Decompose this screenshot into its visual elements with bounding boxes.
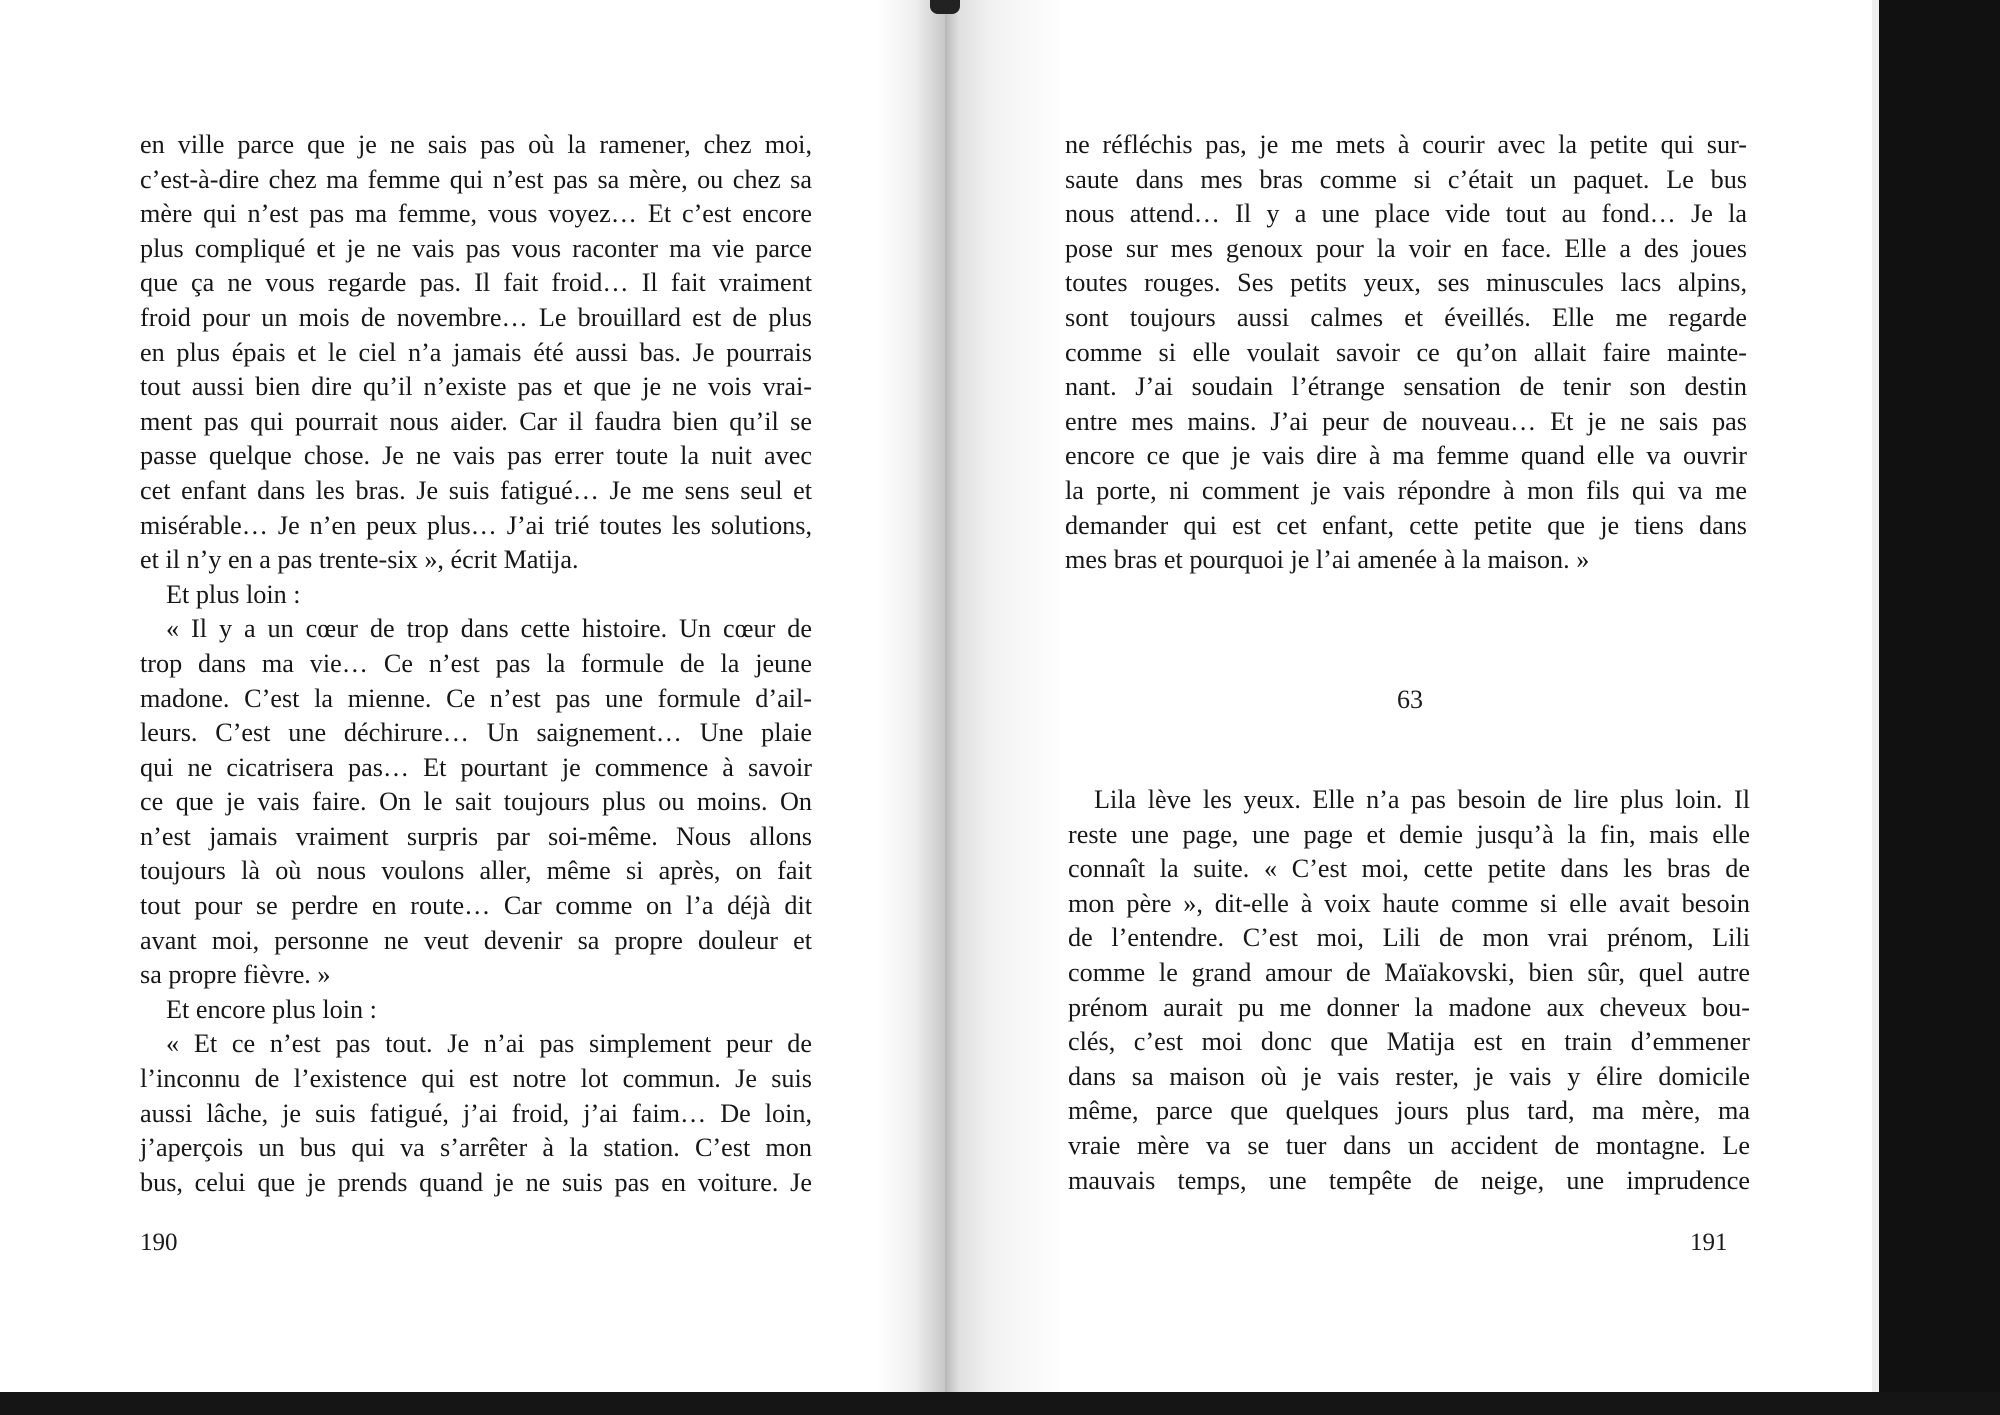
text-line: avant moi, personne ne veut devenir sa propre douleur et: [140, 925, 812, 955]
text-line: demander qui est cet enfant, cette petite que je tiens dans: [1065, 510, 1747, 540]
text-line: qui ne cicatrisera pas… Et pourtant je commence à savoir: [140, 752, 812, 782]
page-number-right: 191: [1690, 1229, 1728, 1256]
text-line: clés, c’est moi donc que Matija est en train d’emmener: [1068, 1027, 1750, 1057]
text-line: Et encore plus loin :: [166, 994, 377, 1024]
text-line: saute dans mes bras comme si c’était un paquet. Le bus: [1065, 164, 1747, 194]
text-line: toujours là où nous voulons aller, même si après, on fait: [140, 856, 812, 886]
text-line: aussi lâche, je suis fatigué, j’ai froid, j’ai faim… De loin,: [140, 1098, 812, 1128]
text-line: mes bras et pourquoi je l’ai amenée à la maison. »: [1065, 545, 1590, 575]
text-line: nant. J’ai soudain l’étrange sensation de tenir son destin: [1065, 372, 1747, 402]
text-line: c’est-à-dire chez ma femme qui n’est pas sa mère, ou chez sa: [140, 164, 812, 194]
gutter-shadow-left: [875, 0, 945, 1392]
left-page: [0, 0, 945, 1392]
text-line: reste une page, une page et demie jusqu’à la fin, mais elle: [1068, 819, 1750, 849]
text-line: « Et ce n’est pas tout. Je n’ai pas simplement peur de: [166, 1029, 812, 1059]
text-line: l’inconnu de l’existence qui est notre lot commun. Je suis: [140, 1064, 812, 1094]
text-line: dans sa maison où je vais rester, je vais y élire domicile: [1068, 1061, 1750, 1091]
text-line: tout pour se perdre en route… Car comme on l’a déjà dit: [140, 891, 812, 921]
text-line: ne réfléchis pas, je me mets à courir avec la petite qui sur-: [1065, 130, 1747, 159]
text-line: et il n’y en a pas trente-six », écrit Matija.: [140, 545, 579, 575]
text-line: « Il y a un cœur de trop dans cette histoire. Un cœur de: [166, 614, 812, 644]
text-line: ce que je vais faire. On le sait toujours plus ou moins. On: [140, 787, 812, 817]
scan-right-edge: [1879, 0, 2000, 1415]
text-line: encore ce que je vais dire à ma femme quand elle va ouvrir: [1065, 441, 1747, 471]
text-line: passe quelque chose. Je ne vais pas errer toute la nuit avec: [140, 441, 812, 471]
text-line: tout aussi bien dire qu’il n’existe pas et que je ne vois vrai-: [140, 372, 812, 402]
text-line: j’aperçois un bus qui va s’arrêter à la station. C’est mon: [140, 1133, 812, 1163]
right-page-text-top: [1065, 128, 1747, 578]
text-line: plus compliqué et je ne vais pas vous raconter ma vie parce: [140, 233, 812, 263]
text-line: sont toujours aussi calmes et éveillés. Elle me regarde: [1065, 302, 1747, 332]
text-line: toutes rouges. Ses petits yeux, ses minuscules lacs alpins,: [1065, 268, 1747, 298]
text-line: même, parce que quelques jours plus tard, ma mère, ma: [1068, 1096, 1750, 1126]
text-line: en ville parce que je ne sais pas où la ramener, chez moi,: [140, 130, 812, 159]
text-line: ment pas qui pourrait nous aider. Car il faudra bien qu’il se: [140, 406, 812, 436]
text-line: que ça ne vous regarde pas. Il fait froid… Il fait vraiment: [140, 268, 812, 298]
text-line: leurs. C’est une déchirure… Un saignement… Une plaie: [140, 718, 812, 748]
page-number-left: 190: [140, 1229, 178, 1256]
text-line: vraie mère va se tuer dans un accident de montagne. Le: [1068, 1130, 1750, 1160]
spine-binding-mark: [930, 0, 960, 14]
text-line: mauvais temps, une tempête de neige, une imprudence: [1068, 1165, 1750, 1195]
text-line: Lila lève les yeux. Elle n’a pas besoin de lire plus loin. Il: [1094, 785, 1750, 814]
text-line: Et plus loin :: [166, 579, 301, 609]
text-line: connaît la suite. « C’est moi, cette petite dans les bras de: [1068, 854, 1750, 884]
text-line: nous attend… Il y a une place vide tout au fond… Je la: [1065, 199, 1747, 229]
right-page-text-bottom: [1068, 783, 1750, 1198]
text-line: comme si elle voulait savoir ce qu’on allait faire mainte-: [1065, 337, 1747, 367]
text-line: en plus épais et le ciel n’a jamais été aussi bas. Je pourrais: [140, 337, 812, 367]
text-line: prénom aurait pu me donner la madone aux cheveux bou-: [1068, 992, 1750, 1022]
chapter-number: 63: [1397, 685, 1423, 714]
text-line: n’est jamais vraiment surpris par soi-même. Nous allons: [140, 821, 812, 851]
text-line: sa propre fièvre. »: [140, 960, 331, 990]
text-line: pose sur mes genoux pour la voir en face. Elle a des joues: [1065, 233, 1747, 263]
right-page: [945, 0, 1879, 1392]
text-line: mon père », dit-elle à voix haute comme si elle avait besoin: [1068, 888, 1750, 918]
text-line: misérable… Je n’en peux plus… J’ai trié toutes les solutions,: [140, 510, 812, 540]
text-line: de l’entendre. C’est moi, Lili de mon vrai prénom, Lili: [1068, 923, 1750, 953]
text-line: comme le grand amour de Maïakovski, bien sûr, quel autre: [1068, 957, 1750, 987]
text-line: madone. C’est la mienne. Ce n’est pas une formule d’ail-: [140, 683, 812, 713]
text-line: entre mes mains. J’ai peur de nouveau… Et je ne sais pas: [1065, 406, 1747, 436]
text-line: mère qui n’est pas ma femme, vous voyez… Et c’est encore: [140, 199, 812, 229]
text-line: trop dans ma vie… Ce n’est pas la formule de la jeune: [140, 648, 812, 678]
left-page-text: [140, 128, 812, 1200]
text-line: froid pour un mois de novembre… Le brouillard est de plus: [140, 302, 812, 332]
text-line: la porte, ni comment je vais répondre à mon fils qui va me: [1065, 475, 1747, 505]
text-line: bus, celui que je prends quand je ne suis pas en voiture. Je: [140, 1167, 812, 1197]
text-line: cet enfant dans les bras. Je suis fatigué… Je me sens seul et: [140, 475, 812, 505]
scan-bottom-edge: [0, 1392, 2000, 1415]
